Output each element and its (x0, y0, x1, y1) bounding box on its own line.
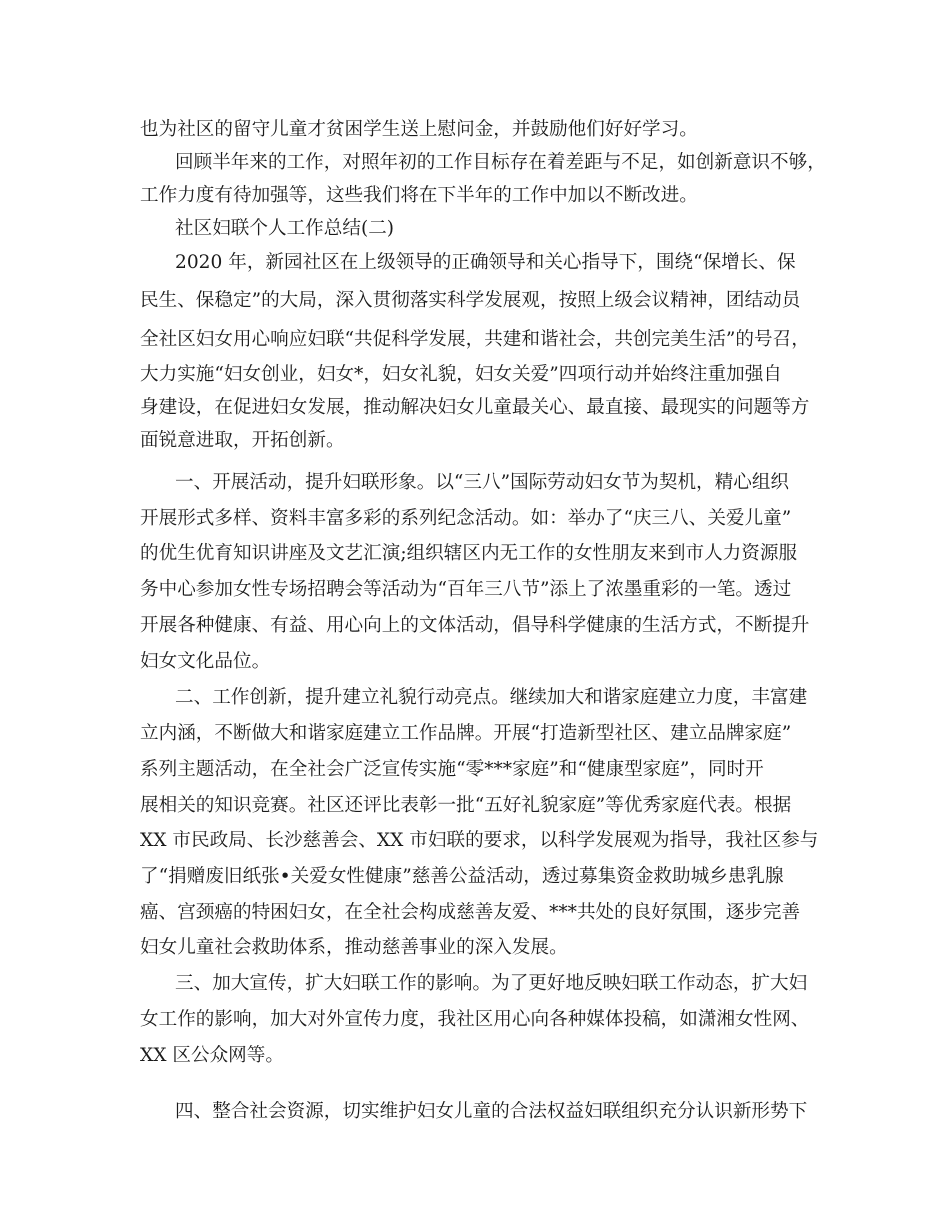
text-line: 一、开展活动，提升妇联形象。以“三八”国际劳动妇女节为契机，精心组织 (175, 472, 790, 493)
text-line: 系列主题活动，在全社会广泛宣传实施“零***家庭”和“健康型家庭”，同时开 (140, 759, 764, 780)
text-line: 癌、宫颈癌的特困妇女，在全社会构成慈善友爱、***共处的良好氛围，逐步完善 (140, 902, 801, 923)
text-line: 身建设，在促进妇女发展，推动解决妇女儿童最关心、最直接、最现实的问题等方 (140, 397, 810, 418)
text-line: 四、整合社会资源，切实维护妇女儿童的合法权益妇联组织充分认识新形势下 (175, 1101, 808, 1122)
text-line: 展相关的知识竞赛。社区还评比表彰一批“五好礼貌家庭”等优秀家庭代表。根据 (140, 795, 792, 816)
text-line: 也为社区的留守儿童才贫困学生送上慰问金，并鼓励他们好好学习。 (140, 119, 698, 140)
text-line: XX 市民政局、长沙慈善会、XX 市妇联的要求，以科学发展观为指导，我社区参与 (140, 830, 819, 851)
text-line: 工作力度有待加强等，这些我们将在下半年的工作中加以不断改进。 (140, 185, 698, 206)
text-line: 回顾半年来的工作，对照年初的工作目标存在着差距与不足，如创新意识不够， (175, 152, 826, 173)
text-line: 大力实施“妇女创业，妇女*，妇女礼貌，妇女关爱”四项行动并始终注重加强自 (140, 364, 782, 385)
text-line: 二、工作创新，提升建立礼貌行动亮点。继续加大和谐家庭建立力度，丰富建 (175, 687, 808, 708)
text-line: 妇女儿童社会救助体系，推动慈善事业的深入发展。 (140, 937, 568, 958)
text-line: 全社区妇女用心响应妇联“共促科学发展，共建和谐社会，共创完美生活”的号召， (140, 329, 810, 350)
heading-text: 社区妇联个人工作总结(二) (175, 218, 395, 239)
text-line: 女工作的影响，加大对外宣传力度，我社区用心向各种媒体投稿，如潇湘女性网、 (140, 1009, 810, 1030)
text-line: 三、加大宣传，扩大妇联工作的影响。为了更好地反映妇联工作动态，扩大妇 (175, 973, 808, 994)
text-line: 妇女文化品位。 (140, 651, 271, 672)
text-line: XX 区公众网等。 (140, 1045, 284, 1066)
text-line: 民生、保稳定”的大局，深入贯彻落实科学发展观，按照上级会议精神，团结动员 (140, 290, 801, 311)
text-line: 务中心参加女性专场招聘会等活动为“百年三八节”添上了浓墨重彩的一笔。透过 (140, 579, 792, 600)
text-line: 面锐意进取，开拓创新。 (140, 430, 345, 451)
text-line: 2020 年，新园社区在上级领导的正确领导和关心指导下，围绕“保增长、保 (175, 252, 796, 273)
text-line: 的优生优育知识讲座及文艺汇演;组织辖区内无工作的女性朋友来到市人力资源服 (140, 543, 798, 564)
text-line: 立内涵，不断做大和谐家庭建立工作品牌。开展“打造新型社区、建立品牌家庭” (140, 723, 792, 744)
text-line: 了“捐赠废旧纸张•关爱女性健康”慈善公益活动，透过募集资金救助城乡患乳腺 (140, 866, 784, 887)
text-line: 开展形式多样、资料丰富多彩的系列纪念活动。如：举办了“庆三八、关爱儿童” (140, 508, 792, 529)
text-line: 开展各种健康、有益、用心向上的文体活动，倡导科学健康的生活方式，不断提升 (140, 615, 810, 636)
